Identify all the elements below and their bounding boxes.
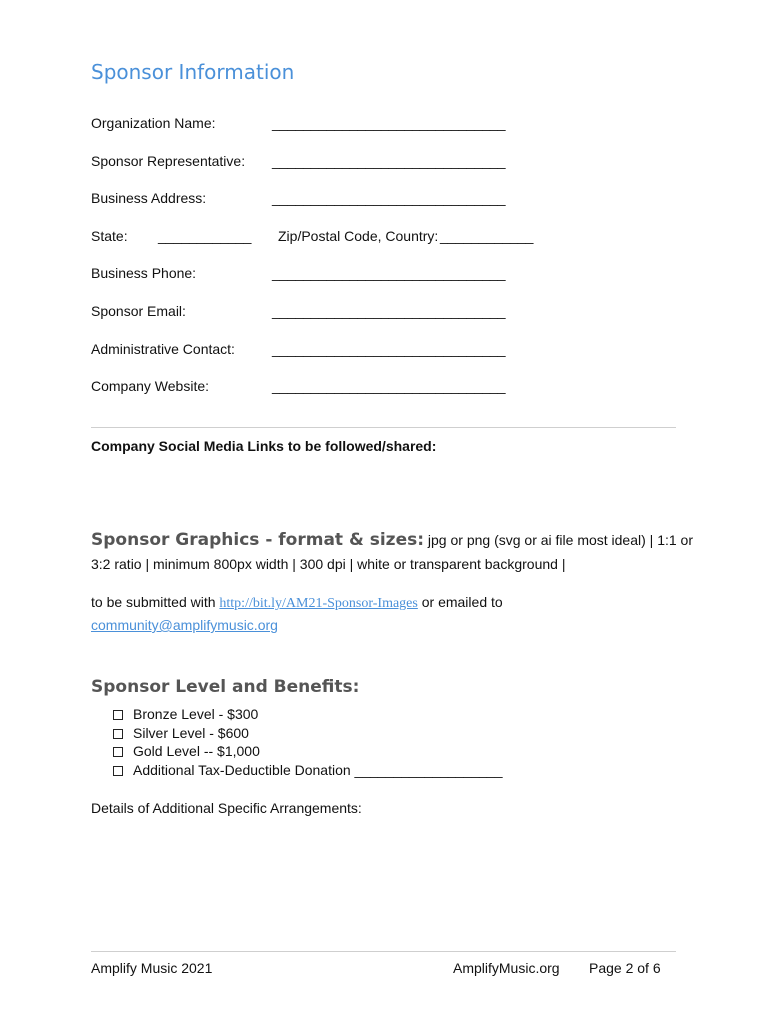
sponsor-level-options (113, 705, 502, 779)
submit-suffix: or emailed to (421, 594, 503, 610)
social-media-label: Company Social Media Links to be followed/shared: (91, 438, 437, 454)
option-gold[interactable] (113, 742, 502, 761)
submit-prefix: to be submitted with (91, 594, 216, 610)
option-gold-label: Gold Level -- $1,000 (133, 743, 260, 759)
checkbox-icon[interactable] (113, 710, 123, 720)
community-email-link[interactable]: community@amplifymusic.org (91, 617, 278, 633)
sponsor-graphics-heading: Sponsor Graphics - format & sizes: (91, 530, 425, 550)
sponsor-images-link[interactable]: http://bit.ly/AM21-Sponsor-Images (219, 596, 418, 611)
option-bronze[interactable] (113, 705, 502, 724)
sponsor-representative-label: Sponsor Representative: (91, 153, 246, 169)
checkbox-icon[interactable] (113, 766, 123, 776)
graphics-submit-line (91, 594, 503, 612)
sponsor-email-label: Sponsor Email: (91, 303, 186, 319)
state-label: State: (91, 228, 128, 244)
company-website-label: Company Website: (91, 378, 210, 394)
footer-page-number: Page 2 of 6 (589, 960, 661, 976)
option-donation-label: Additional Tax-Deductible Donation ___________________ (133, 761, 503, 778)
business-address-label: Business Address: (91, 190, 207, 206)
graphics-format-text: jpg or png (svg or ai file most ideal) | 1:1 or (427, 532, 693, 548)
details-label: Details of Additional Specific Arrangements: (91, 800, 362, 816)
section-divider (91, 427, 676, 428)
option-donation[interactable] (113, 761, 502, 780)
footer-center: AmplifyMusic.org (453, 960, 560, 976)
option-bronze-label: Bronze Level - $300 (133, 706, 259, 722)
organization-name-label: Organization Name: (91, 115, 216, 131)
sponsor-information-heading: Sponsor Information (91, 60, 295, 84)
checkbox-icon[interactable] (113, 747, 123, 757)
graphics-line-1 (91, 530, 693, 550)
state-blank[interactable]: ____________ (158, 228, 252, 244)
organization-name-blank[interactable]: ______________________________ (272, 115, 506, 131)
option-silver-label: Silver Level - $600 (133, 724, 249, 741)
footer-divider (91, 951, 676, 952)
sponsor-representative-blank[interactable]: ______________________________ (272, 153, 506, 169)
administrative-contact-label: Administrative Contact: (91, 341, 235, 357)
email-line (91, 617, 278, 633)
option-silver[interactable] (113, 724, 502, 743)
business-address-blank[interactable]: ______________________________ (272, 190, 506, 206)
administrative-contact-blank[interactable]: ______________________________ (272, 341, 506, 357)
checkbox-icon[interactable] (113, 729, 123, 739)
company-website-blank[interactable]: ______________________________ (272, 378, 506, 394)
business-phone-label: Business Phone: (91, 265, 197, 281)
footer-left: Amplify Music 2021 (91, 960, 213, 976)
business-phone-blank[interactable]: ______________________________ (272, 265, 506, 281)
sponsor-level-heading: Sponsor Level and Benefits: (91, 677, 360, 697)
graphics-format-text-2: 3:2 ratio | minimum 800px width | 300 dpi | white or transparent background | (91, 556, 566, 572)
zip-country-label: Zip/Postal Code, Country: (278, 228, 439, 244)
sponsor-email-blank[interactable]: ______________________________ (272, 303, 506, 319)
zip-country-blank[interactable]: ____________ (440, 228, 534, 244)
